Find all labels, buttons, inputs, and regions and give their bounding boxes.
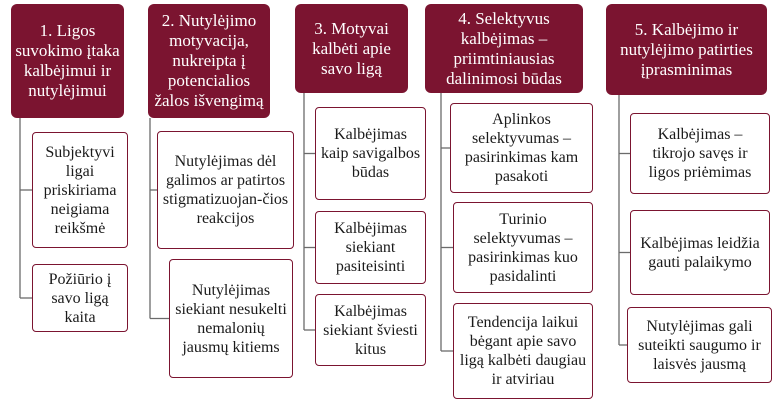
column-1-item-2: Požiūrio į savo ligą kaita (32, 264, 128, 332)
column-5-item-1: Kalbėjimas – tikrojo savęs ir ligos priėmimas (630, 113, 770, 194)
column-4-header: 4. Selektyvus kalbėjimas – priimtiniausias dalinimosi būdas (425, 4, 583, 93)
column-2-item-2: Nutylėjimas siekiant nesukelti nemalonių jausmų kitiems (169, 259, 293, 378)
column-4-item-1: Aplinkos selektyvumas – pasirinkimas kam pasakoti (450, 103, 593, 193)
column-2-header: 2. Nutylėjimo motyvacija, nukreipta į potencialios žalos išvengimą (148, 4, 270, 118)
column-4-item-3: Tendencija laikui bėgant apie savo ligą kalbėti daugiau ir atviriau (453, 303, 593, 399)
column-3-item-1: Kalbėjimas kaip savigalbos būdas (315, 107, 426, 200)
column-3-item-3: Kalbėjimas siekiant šviesti kitus (315, 294, 426, 366)
column-3-item-2: Kalbėjimas siekiant pasiteisinti (315, 211, 426, 284)
column-3-header: 3. Motyvai kalbėti apie savo ligą (295, 4, 408, 93)
column-5-item-2: Kalbėjimas leidžia gauti palaikymo (630, 210, 770, 295)
column-1-header: 1. Ligos suvokimo įtaka kalbėjimui ir nutylėjimui (11, 4, 124, 118)
column-4-item-2: Turinio selektyvumas – pasirinkimas kuo pasidalinti (453, 202, 593, 293)
column-5-item-3: Nutylėjimas gali suteikti saugumo ir laisvės jausmą (627, 307, 772, 383)
column-1-item-1: Subjektyvi ligai priskiriama neigiama reikšmė (32, 132, 128, 248)
column-2-item-1: Nutylėjimas dėl galimos ar patirtos stigmatizuojan-čios reakcijos (157, 131, 294, 249)
column-5-header: 5. Kalbėjimo ir nutylėjimo patirties įprasminimas (606, 4, 767, 95)
